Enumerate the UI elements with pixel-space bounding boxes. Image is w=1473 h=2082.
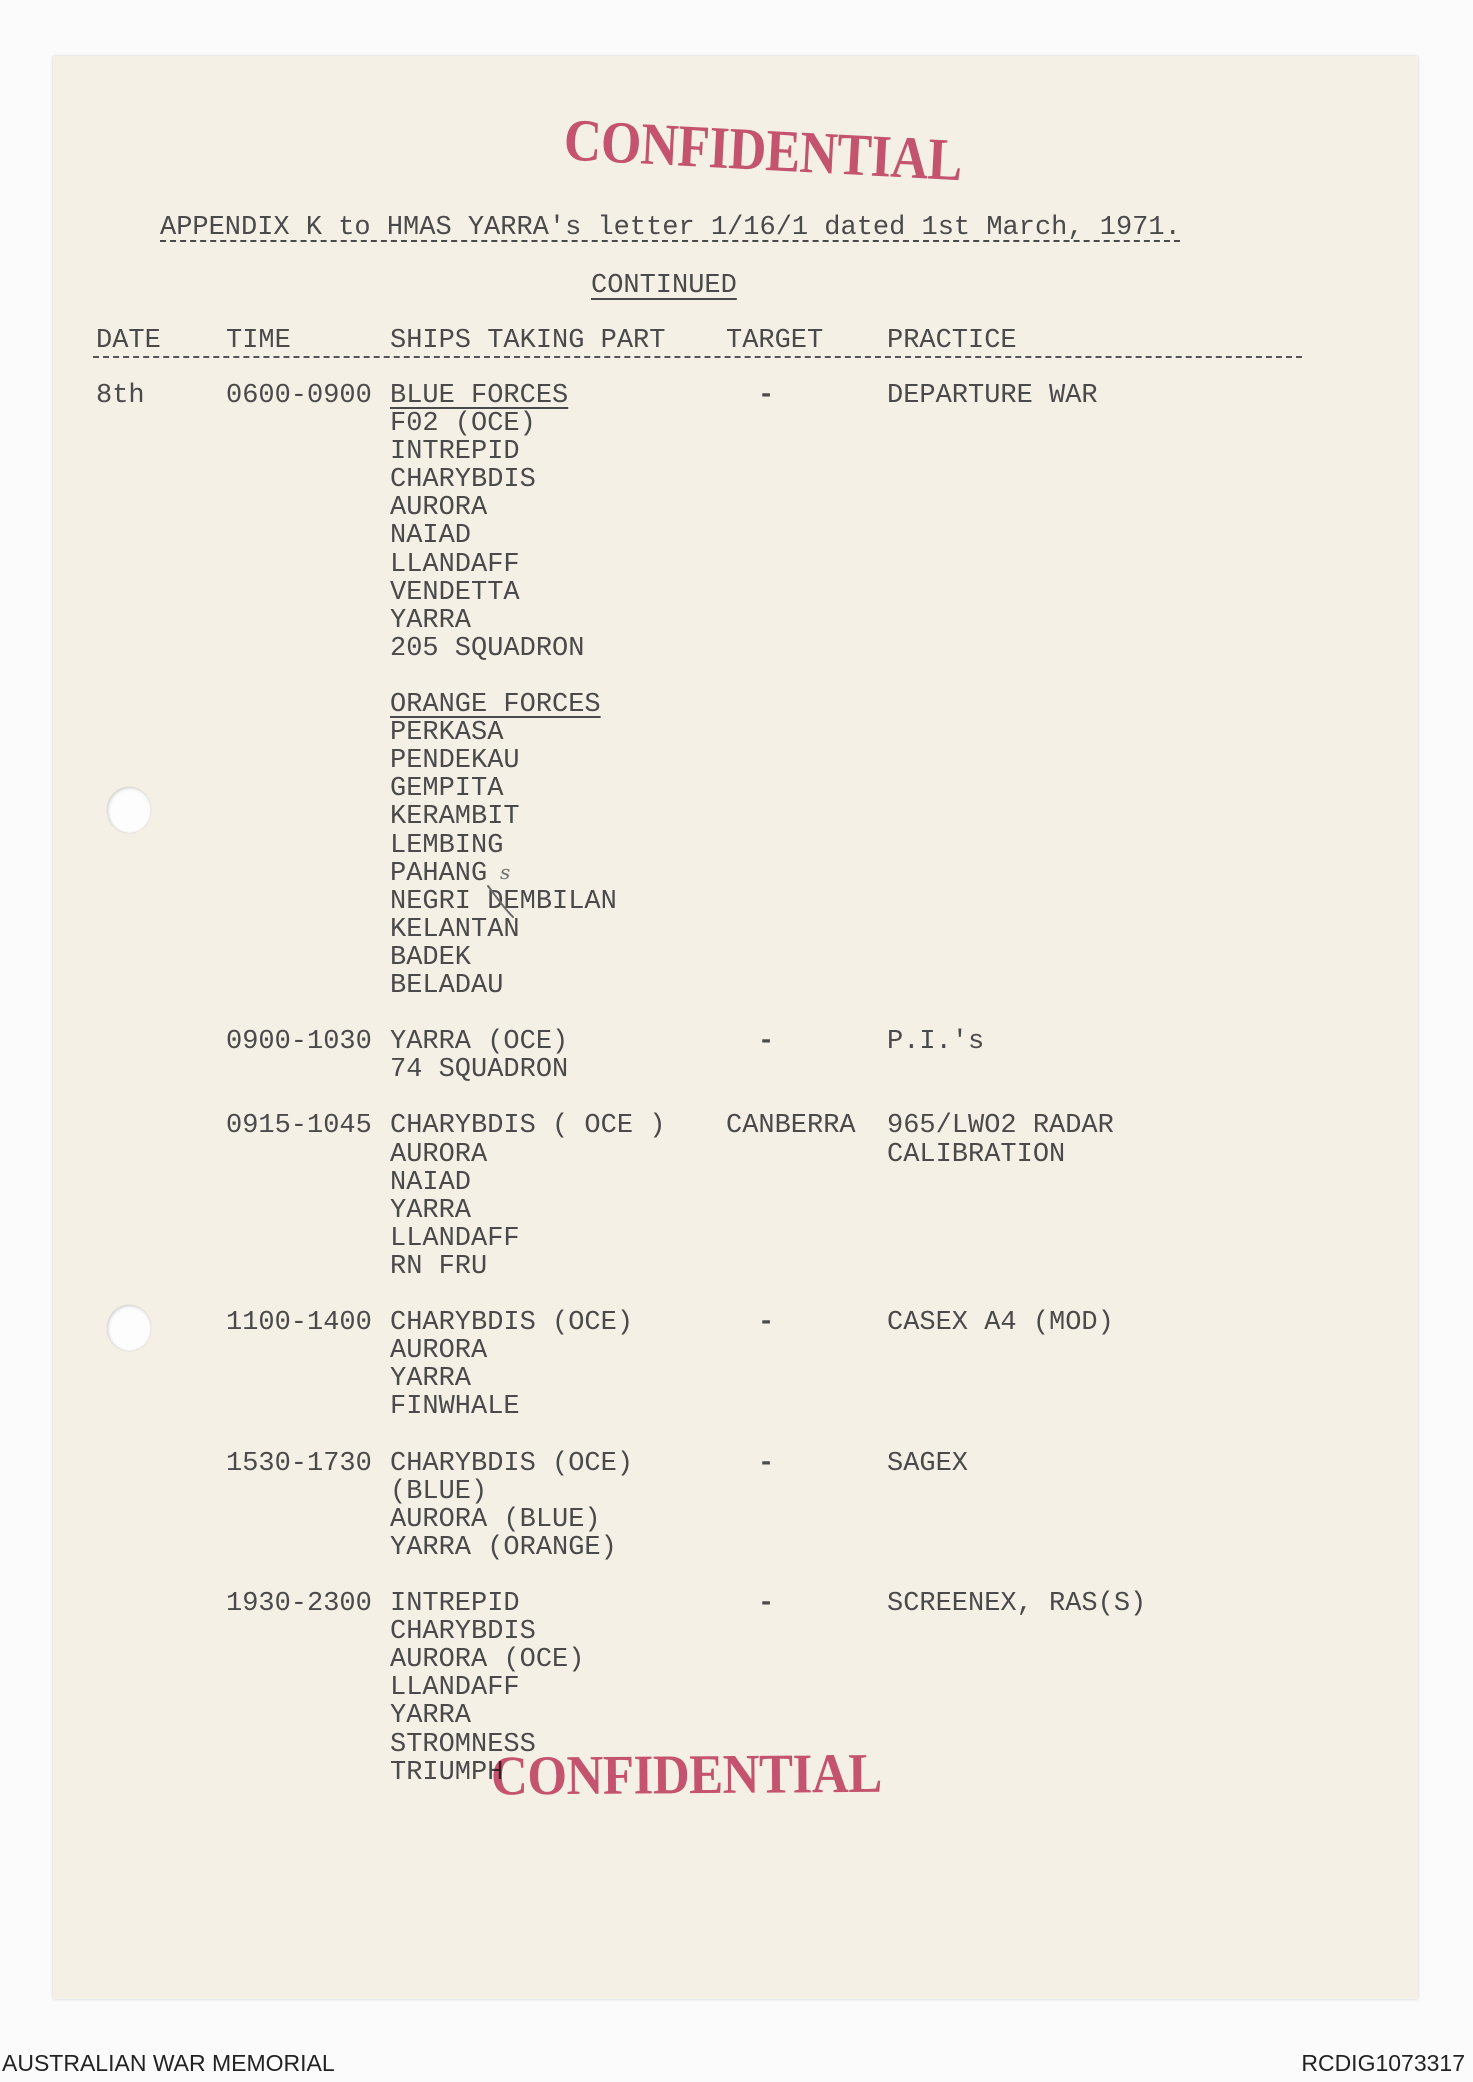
row-time: 0900-1030 (226, 1027, 372, 1058)
ship-group (390, 691, 726, 1000)
practice-line: 965/LWO2 RADAR (887, 1111, 1114, 1142)
ship-name: PAHANG (390, 858, 488, 889)
ship-name: INTREPID (390, 437, 520, 468)
row-time: 1530-1730 (226, 1448, 372, 1479)
practice-line: DEPARTURE WAR (887, 381, 1098, 411)
archive-credit: AUSTRALIAN WAR MEMORIAL (2, 2050, 335, 2076)
ship-name: YARRA (390, 605, 472, 636)
ship-name: PENDEKAU (390, 746, 520, 777)
ship-name: AURORA (390, 1139, 488, 1170)
row-practice (887, 1112, 1367, 1281)
ship-name: CHARYBDIS ( OCE ) (390, 1111, 666, 1142)
row-time: 0600-0900 (226, 381, 372, 411)
appendix-reference: APPENDIX K to HMAS YARRA's letter 1/16/1 dated 1st March, 1971. (160, 213, 1181, 243)
row-target: - (758, 1448, 775, 1479)
ship-name: INTREPID (390, 1589, 520, 1620)
ship-name: CHARYBDIS (390, 465, 536, 496)
schedule-row (96, 1450, 1367, 1562)
column-header-practice: PRACTICE (887, 326, 1017, 356)
ship-name: NAIAD (390, 521, 472, 552)
row-date (96, 1450, 226, 1562)
ship-name: 74 SQUADRON (390, 1055, 569, 1086)
pencil-strike-mark (485, 883, 517, 921)
ship-name: (BLUE) (390, 1476, 488, 1507)
row-ships (390, 382, 726, 1000)
row-ships (390, 1028, 726, 1084)
ship-name: YARRA (390, 1195, 472, 1226)
ship-name: STROMNESS (390, 1729, 536, 1760)
ship-name: VENDETTA (390, 577, 520, 608)
force-group-title: BLUE FORCES (390, 381, 569, 411)
schedule-row (96, 1028, 1367, 1084)
continued-label: CONTINUED (591, 271, 737, 301)
ship-name: LLANDAFF (390, 549, 520, 580)
ship-name: AURORA (390, 1336, 488, 1367)
schedule-row (96, 1309, 1367, 1421)
ship-name: LEMBING (390, 830, 504, 861)
practice-line: SCREENEX, RAS(S) (887, 1589, 1147, 1620)
ship-name: LLANDAFF (390, 1673, 520, 1704)
ship-name: NAIAD (390, 1167, 472, 1198)
schedule-table (96, 382, 1367, 1787)
row-practice (887, 1309, 1367, 1421)
ship-name: AURORA (BLUE) (390, 1504, 601, 1535)
ship-group (390, 1450, 726, 1562)
row-practice (887, 1450, 1367, 1562)
ship-name: YARRA (OCE) (390, 1027, 569, 1058)
ship-name: TRIUMPH (390, 1757, 504, 1788)
force-group-title: ORANGE FORCES (390, 690, 601, 721)
ship-name: AURORA (390, 493, 488, 524)
ship-name: GEMPITA (390, 774, 504, 805)
ship-name: FINWHALE (390, 1392, 520, 1423)
row-practice (887, 382, 1367, 1000)
row-date: 8th (96, 381, 145, 411)
row-date (96, 1309, 226, 1421)
ship-group (390, 1309, 726, 1421)
ship-name: NEGRI DEMBILAN (390, 886, 617, 917)
row-target: - (758, 1589, 775, 1620)
ship-name: LLANDAFF (390, 1223, 520, 1254)
row-target: - (758, 1027, 775, 1058)
confidential-stamp-top: CONFIDENTIAL (562, 107, 964, 195)
ship-name: KELANTAN (390, 914, 520, 945)
row-practice (887, 1028, 1367, 1084)
row-date (96, 1028, 226, 1084)
column-header-ships: SHIPS TAKING PART (390, 326, 666, 356)
practice-line: P.I.'s (887, 1027, 985, 1058)
ship-name: 205 SQUADRON (390, 633, 585, 664)
column-header-date: DATE (96, 326, 161, 356)
row-date (96, 1112, 226, 1281)
ship-name: YARRA (390, 1364, 472, 1395)
schedule-row (96, 382, 1367, 1000)
ship-name: YARRA (ORANGE) (390, 1532, 617, 1563)
archive-reference-id: RCDIG1073317 (1301, 2050, 1465, 2076)
ship-name: BADEK (390, 942, 472, 973)
ship-name: CHARYBDIS (390, 1617, 536, 1648)
confidential-stamp-bottom: CONFIDENTIAL (490, 1743, 882, 1808)
practice-line: CASEX A4 (MOD) (887, 1308, 1114, 1339)
row-time: 1930-2300 (226, 1589, 372, 1620)
ship-name: PERKASA (390, 718, 504, 749)
ship-name: CHARYBDIS (OCE) (390, 1448, 634, 1479)
column-header-time: TIME (226, 326, 291, 356)
row-time: 1100-1400 (226, 1308, 372, 1339)
handwritten-correction: s (500, 860, 511, 884)
row-target: CANBERRA (726, 1111, 856, 1142)
ship-name: KERAMBIT (390, 802, 520, 833)
row-date (96, 1590, 226, 1787)
ship-name: F02 (OCE) (390, 409, 536, 440)
ship-group (390, 1112, 726, 1281)
ship-name: RN FRU (390, 1251, 488, 1282)
row-practice (887, 1590, 1367, 1787)
ship-name: AURORA (OCE) (390, 1645, 585, 1676)
schedule-row (96, 1112, 1367, 1281)
row-ships (390, 1450, 726, 1562)
header-divider (93, 356, 1302, 358)
column-header-target: TARGET (726, 326, 824, 356)
column-headers (96, 327, 1367, 355)
practice-line: CALIBRATION (887, 1139, 1066, 1170)
ship-group (390, 382, 726, 663)
ship-name: CHARYBDIS (OCE) (390, 1308, 634, 1339)
ship-group (390, 1028, 726, 1084)
ship-name: YARRA (390, 1701, 472, 1732)
row-target: - (758, 381, 775, 411)
row-ships (390, 1309, 726, 1421)
row-time: 0915-1045 (226, 1111, 372, 1142)
row-target: - (758, 1308, 775, 1339)
practice-line: SAGEX (887, 1448, 969, 1479)
ship-name: BELADAU (390, 970, 504, 1001)
row-ships (390, 1112, 726, 1281)
